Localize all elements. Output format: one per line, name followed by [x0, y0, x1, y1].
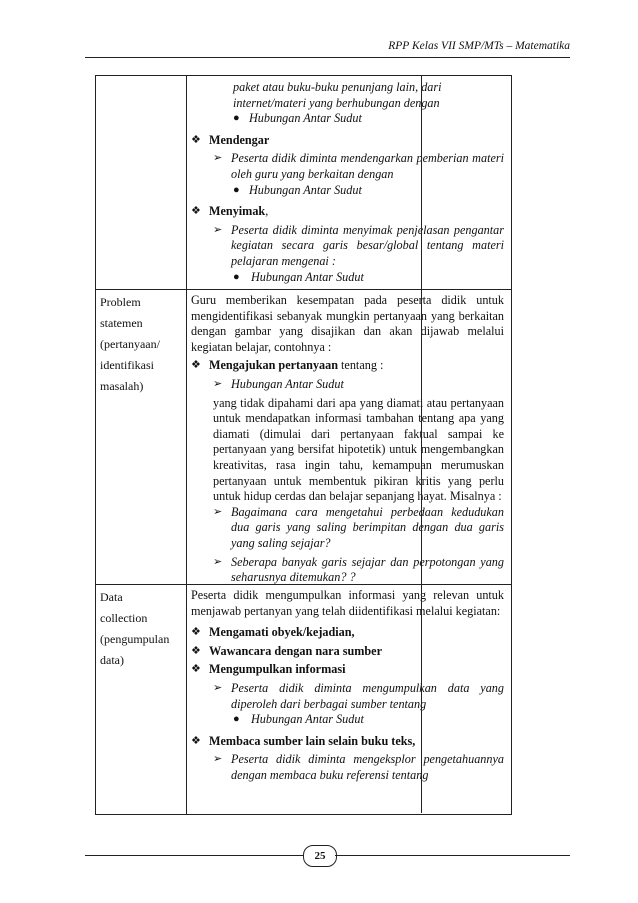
diamond-bullet-icon: ❖ [191, 734, 201, 747]
problem-content [191, 293, 504, 586]
arrow-bullet-icon: ➢ [213, 377, 223, 390]
ask-topic: Hubungan Antar Sudut [231, 376, 344, 391]
data-item-1: Mengamati obyek/kejadian, [209, 625, 355, 640]
question-1: Bagaimana cara mengetahui perbedaan kedudukan dua garis yang saling berimpitan dengan dua garis yang saling sejajar? [231, 504, 504, 550]
data-item-4-text: Peserta didik diminta mengeksplor pengetahuannya dengan membaca buku referensi tentang [231, 752, 504, 782]
ask-heading-rest: tentang : [338, 358, 384, 373]
bullet-icon: ● [233, 183, 240, 196]
right-margin-column [416, 75, 422, 813]
problem-body: yang tidak dipahami dari apa yang diamati atau pertanyaan untuk mendapatkan informasi tambahan tentang apa yang diamati (dimulai dari pertanyaan faktual sampai ke pertanyaan yang bersifat hipotetik) untuk mengembangkan kreativitas, rasa ingin tahu, kemampuan merumuskan pertanyaan untuk membentuk pikiran kritis yang perlu untuk hidup cerdas dan belajar sepanjang hayat. Misalnya : [213, 395, 504, 504]
row-divider [96, 289, 511, 290]
lesson-table [95, 75, 512, 815]
running-header: RPP Kelas VII SMP/MTs – Matematika [388, 40, 570, 52]
footer-rule-right [335, 855, 570, 856]
diamond-bullet-icon: ❖ [191, 359, 201, 372]
diamond-bullet-icon: ❖ [191, 644, 201, 657]
diamond-bullet-icon: ❖ [191, 133, 201, 146]
heading-mendengar: Mendengar [209, 132, 270, 147]
diamond-bullet-icon: ❖ [191, 626, 201, 639]
mendengar-text: Peserta didik diminta mendengarkan pemberian materi oleh guru yang berkaitan dengan [231, 151, 504, 181]
bullet-text: Hubungan Antar Sudut [249, 182, 362, 197]
diamond-bullet-icon: ❖ [191, 205, 201, 218]
data-item-3: Mengumpulkan informasi [209, 662, 346, 677]
question-2: Seberapa banyak garis sejajar dan perpotongan yang seharusnya ditemukan? ? [231, 554, 504, 585]
header-rule [85, 57, 570, 58]
arrow-bullet-icon: ➢ [213, 753, 223, 766]
bullet-text: Hubungan Antar Sudut [251, 712, 364, 727]
data-collection-label: Data collection (pengumpulan data) [100, 590, 170, 667]
bullet-icon: ● [233, 270, 240, 283]
bullet-icon: ● [233, 713, 240, 726]
bullet-text: Hubungan Antar Sudut [251, 269, 364, 284]
continued-line: internet/materi yang berhubungan dengan [233, 95, 440, 110]
data-collection-content [191, 588, 504, 784]
top-cell-content: paket atau buku-buku penunjang lain, dari internet/materi yang berhubungan dengan ● Hubungan Antar Sudut ❖ Mendengar ➢ Peserta didik diminta mendengarkan pemberian materi oleh guru yang berkaitan dengan ● Hubungan Antar Sudut ❖ Menyimak, ➢ Peserta didik diminta menyimak penjelasan pengantar kegiatan secara garis besar/global tentang materi pelajaran mengenai : ● Hubungan Antar Sudut [191, 80, 504, 284]
footer-rule-left [85, 855, 303, 856]
problem-label: Problem statemen (pertanyaan/ identifikasi masalah) [100, 295, 160, 393]
problem-intro: Guru memberikan kesempatan pada peserta didik untuk mengidentifikasi sebanyak mungkin pertanyaan yang berkaitan dengan gambar yang disajikan dan akan dijawab melalui kegiatan belajar, contohnya : [191, 293, 504, 354]
diamond-bullet-icon: ❖ [191, 663, 201, 676]
page-number: 25 [303, 845, 337, 867]
data-item-2: Wawancara dengan nara sumber [209, 643, 383, 658]
arrow-bullet-icon: ➢ [213, 152, 223, 165]
arrow-bullet-icon: ➢ [213, 681, 223, 694]
menyimak-text: Peserta didik diminta menyimak penjelasan pengantar kegiatan secara garis besar/global tentang materi pelajaran mengenai : [231, 222, 504, 268]
data-item-3-text: Peserta didik diminta mengumpulkan data yang diperoleh dari berbagai sumber tentang [231, 680, 504, 711]
heading-menyimak: Menyimak [209, 204, 266, 219]
continued-line: paket atau buku-buku penunjang lain, dari [233, 80, 442, 94]
data-item-4: Membaca sumber lain selain buku teks, [209, 733, 416, 748]
arrow-bullet-icon: ➢ [213, 223, 223, 236]
ask-heading: Mengajukan pertanyaan [209, 358, 338, 373]
bullet-text: Hubungan Antar Sudut [249, 111, 362, 126]
data-intro: Peserta didik mengumpulkan informasi yang relevan untuk menjawab pertanyan yang telah diidentifikasi melalui kegiatan: [191, 588, 504, 618]
column-divider [186, 76, 187, 814]
bullet-icon: ● [233, 112, 240, 125]
arrow-bullet-icon: ➢ [213, 505, 223, 518]
arrow-bullet-icon: ➢ [213, 555, 223, 568]
